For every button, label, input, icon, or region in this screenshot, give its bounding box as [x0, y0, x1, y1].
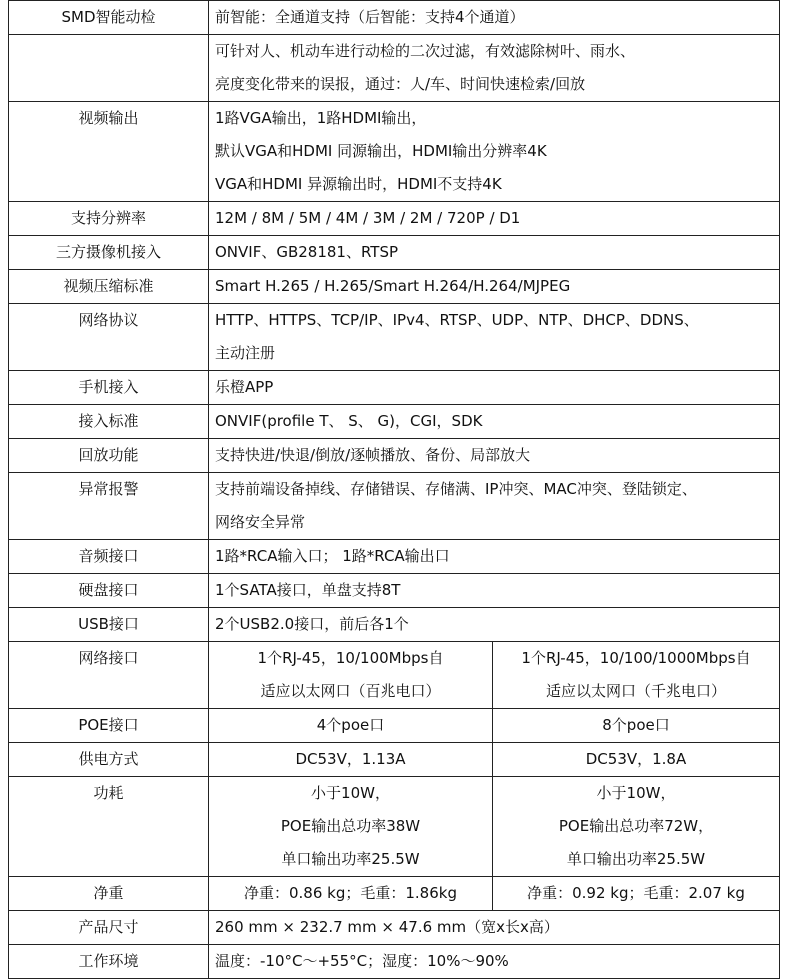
row-playback [9, 439, 780, 473]
row-value: Smart H.265 / H.265/Smart H.264/H.264/MJPEG [209, 270, 780, 304]
value-line: 1个RJ-45，10/100/1000Mbps自 [521, 649, 751, 667]
row-disk [9, 574, 780, 608]
row-size [9, 911, 780, 945]
row-label: POE接口 [9, 709, 209, 743]
model-b-value [493, 777, 780, 877]
row-value: 温度：-10°C～+55°C；湿度：10%～90% [209, 945, 780, 979]
row-environment [9, 945, 780, 979]
row-label: 三方摄像机接入 [9, 236, 209, 270]
spec-table [8, 0, 780, 979]
model-a-value: 4个poe口 [209, 709, 493, 743]
value-line: 支持前端设备掉线、存储错误、存储满、IP冲突、MAC冲突、登陆锁定、 [215, 480, 697, 498]
row-label: USB接口 [9, 608, 209, 642]
row-audio [9, 540, 780, 574]
row-label: 供电方式 [9, 743, 209, 777]
value-line: 适应以太网口（千兆电口） [546, 682, 727, 700]
row-protocol [9, 304, 780, 371]
row-label: 硬盘接口 [9, 574, 209, 608]
row-label: 手机接入 [9, 371, 209, 405]
row-label: 支持分辨率 [9, 202, 209, 236]
row-value: 1个SATA接口，单盘支持8T [209, 574, 780, 608]
row-label: 功耗 [9, 777, 209, 877]
row-label: 网络协议 [9, 304, 209, 371]
value-line: POE输出总功率38W [280, 817, 421, 835]
value-line: 适应以太网口（百兆电口） [260, 682, 441, 700]
value-line: POE输出总功率72W， [558, 817, 714, 835]
model-a-value: DC53V，1.13A [209, 743, 493, 777]
value-line: 小于10W， [596, 784, 676, 802]
row-label: 视频输出 [9, 102, 209, 202]
row-label: 回放功能 [9, 439, 209, 473]
row-poe [9, 709, 780, 743]
row-third-party [9, 236, 780, 270]
row-value: ONVIF、GB28181、RTSP [209, 236, 780, 270]
value-line: 1个RJ-45，10/100Mbps自 [257, 649, 444, 667]
row-label: 音频接口 [9, 540, 209, 574]
value-line: 主动注册 [215, 344, 276, 362]
row-label: 产品尺寸 [9, 911, 209, 945]
row-value [209, 35, 780, 102]
model-a-value [209, 642, 493, 709]
model-b-value: 净重：0.92 kg；毛重：2.07 kg [493, 877, 780, 911]
row-value [209, 473, 780, 540]
value-line: 单口输出功率25.5W [566, 850, 706, 868]
row-weight [9, 877, 780, 911]
row-usb [9, 608, 780, 642]
row-smd [9, 1, 780, 35]
row-standard [9, 405, 780, 439]
row-value: 1路*RCA输入口； 1路*RCA输出口 [209, 540, 780, 574]
row-value: 乐橙APP [209, 371, 780, 405]
value-line: 1路VGA输出，1路HDMI输出， [215, 109, 427, 127]
row-label: 异常报警 [9, 473, 209, 540]
model-a-value [209, 777, 493, 877]
row-label-empty [9, 35, 209, 102]
row-power [9, 743, 780, 777]
row-value: 前智能：全通道支持（后智能：支持4个通道） [209, 1, 780, 35]
row-label: 净重 [9, 877, 209, 911]
row-label: 视频压缩标准 [9, 270, 209, 304]
row-filter [9, 35, 780, 102]
row-value: ONVIF(profile T、 S、 G)，CGI，SDK [209, 405, 780, 439]
row-alarm [9, 473, 780, 540]
row-label: 工作环境 [9, 945, 209, 979]
value-line: 默认VGA和HDMI 同源输出，HDMI输出分辨率4K [215, 142, 547, 160]
row-value: 支持快进/快退/倒放/逐帧播放、备份、局部放大 [209, 439, 780, 473]
value-line: 网络安全异常 [215, 513, 306, 531]
value-line: 亮度变化带来的误报，通过：人/车、时间快速检索/回放 [215, 75, 586, 93]
model-b-value [493, 642, 780, 709]
row-compression [9, 270, 780, 304]
row-network-port [9, 642, 780, 709]
row-video-out [9, 102, 780, 202]
value-line: VGA和HDMI 异源输出时，HDMI不支持4K [215, 175, 502, 193]
value-line: 小于10W， [311, 784, 390, 802]
row-label: 网络接口 [9, 642, 209, 709]
row-mobile [9, 371, 780, 405]
model-b-value: DC53V，1.8A [493, 743, 780, 777]
model-a-value: 净重：0.86 kg；毛重：1.86kg [209, 877, 493, 911]
row-resolution [9, 202, 780, 236]
value-line: 可针对人、机动车进行动检的二次过滤，有效滤除树叶、雨水、 [215, 42, 636, 60]
row-value: 260 mm × 232.7 mm × 47.6 mm（宽x长x高） [209, 911, 780, 945]
row-value: 12M / 8M / 5M / 4M / 3M / 2M / 720P / D1 [209, 202, 780, 236]
value-line: 单口输出功率25.5W [281, 850, 420, 868]
row-value: 2个USB2.0接口，前后各1个 [209, 608, 780, 642]
model-b-value: 8个poe口 [493, 709, 780, 743]
row-label: 接入标准 [9, 405, 209, 439]
value-line: HTTP、HTTPS、TCP/IP、IPv4、RTSP、UDP、NTP、DHCP、DDNS、 [215, 311, 699, 329]
row-value [209, 102, 780, 202]
row-value [209, 304, 780, 371]
row-label: SMD智能动检 [9, 1, 209, 35]
row-consumption [9, 777, 780, 877]
